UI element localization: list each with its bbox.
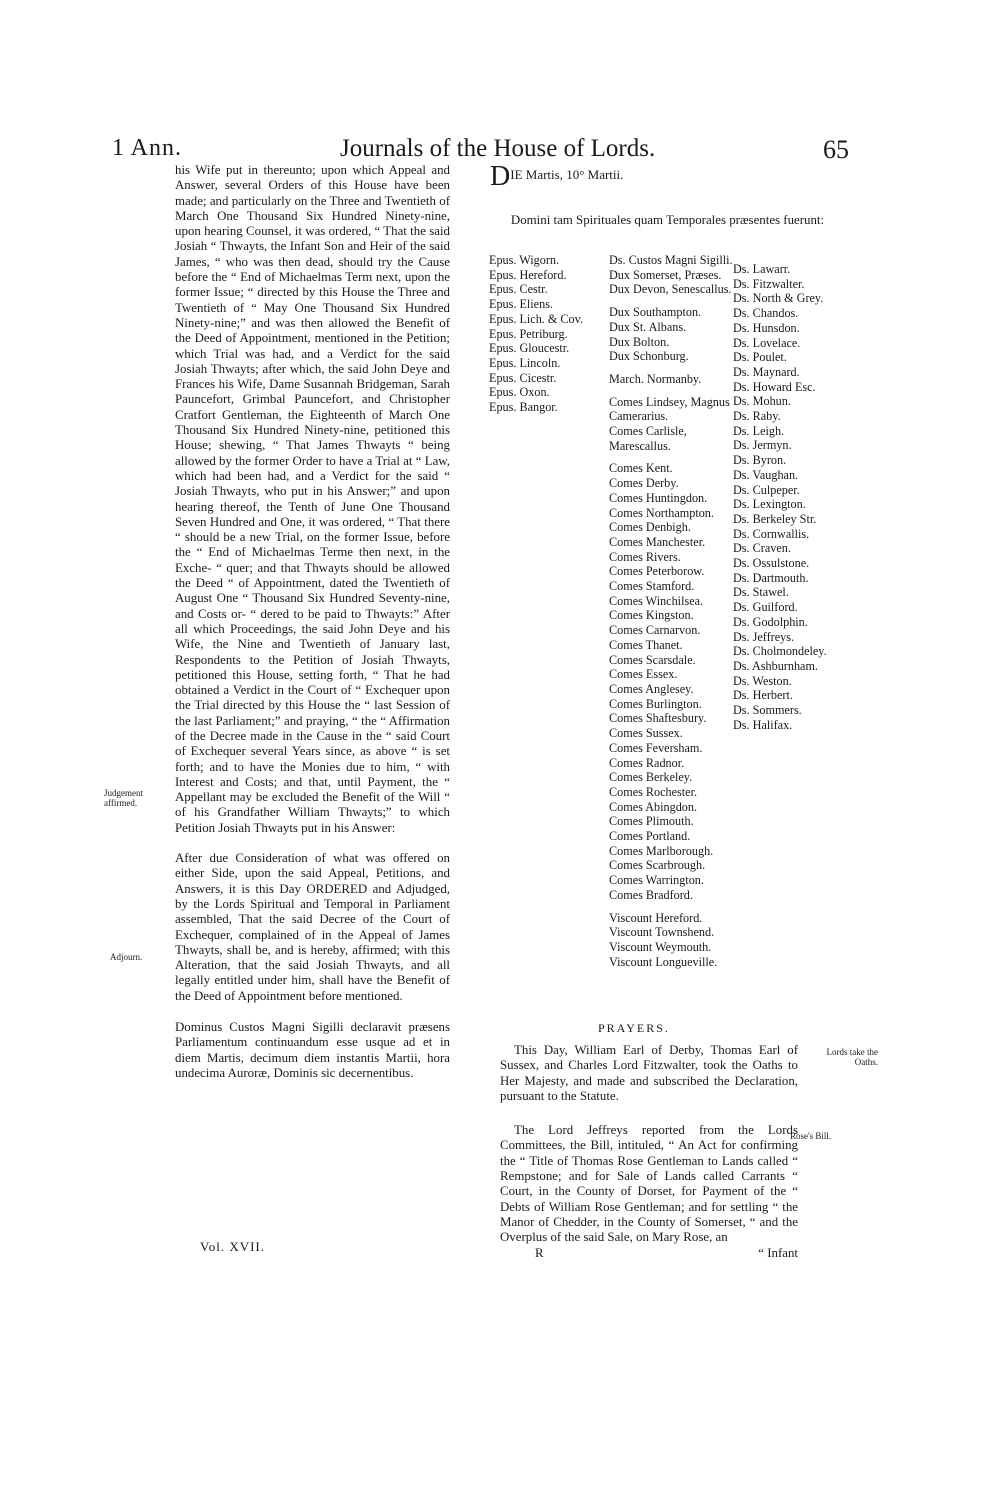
adjournment-paragraph: Dominus Custos Magni Sigilli declaravit præsens Parliamentum continuandum esse usque ad et in diem Martis, decimum diem instantis Martii, hora undecima Auroræ, Dominis sic decernentibus. — [175, 1020, 450, 1080]
baron-entry: Ds. Chandos. — [733, 306, 799, 321]
margin-note-rose-bill: Rose's Bill. — [790, 1131, 832, 1141]
baron-entry: Ds. Stawel. — [733, 585, 789, 600]
bishop-entry: Epus. Oxon. — [489, 385, 550, 400]
duke-entry: Dux Bolton. — [609, 334, 670, 349]
temporal-lords-list — [609, 253, 739, 969]
list-spacer — [609, 364, 739, 372]
attendance-heading: Domini tam Spirituales quam Temporales præsentes fuerunt: — [510, 213, 825, 227]
baron-entry: Ds. Mohun. — [733, 394, 791, 409]
officer-entry: Dux Somerset, Præses. — [609, 267, 722, 282]
earl-officer-entry: Comes Carlisle, Marescallus. — [609, 424, 687, 453]
earl-entry: Comes Peterborow. — [609, 564, 705, 579]
baron-entry: Ds. Jeffreys. — [733, 629, 795, 644]
appeal-paragraph: his Wife put in thereunto; upon which Appeal and Answer, several Orders of this House have been made; and particularly on the Three and Twentieth of March One Thousand Six Hundred Ninety-nine, upon hearing Counsel, it was ordered, “ That the said Josiah “ Thwayts, the Infant Son and Heir of the said James, “ who was then dead, should try the Cause before the “ End of Michaelmas Term next, upon the former Issue; “ directed by this House the Three and Twentieth of “ May One Thousand Six Hundred Ninety-nine;” and was then allowed the Benefit of the Deed of Appointment, mentioned in the Petition; which Trial was had, and a Verdict for the said Josiah Thwayts; after which, the said John Deye and Frances his Wife, Dame Susannah Bridgeman, Sarah Pauncefort, Grimbal Pauncefort, and Christopher Cratfort Gentleman, the Eighteenth of March One Thousand Six Hundred Ninety-nine, petitioned this House; shewing, “ That James Thwayts “ being allowed by the former Order to have a Trial at “ Law, which had been had, and a Verdict for the said “ Josiah Thwayts, who put in his Answer;” and upon hearing thereof, the Tenth of June One Thousand Seven Hundred and One, it was ordered, “ That there “ should be a new Trial, on the former Issue, before the “ End of Michaelmas Terme then next, in the Exche- “ quer; and that Thwayts should be allowed the Deed “ of Appointment, dated the Twentieth of August One “ Thousand Six Hundred Seventy-nine, and Costs or- “ dered to be paid to Thwayts:” After all which Proceedings, the said John Deye and his Wife, the Nine and Twentieth of January last, Respondents to the Petition of Josiah Thwayts, petitioned this House, setting forth, “ That he had obtained a Verdict in the Court of “ Exchequer upon the Trial directed by this House the “ last Session of the last Parliament;” and praying, “ the “ Affirmation of the Decree made in the Cause in the “ said Court of Exchequer several Years since, as above “ is set forth; and to have the Monies due to him, “ with Interest and Costs; and that, until Payment, the “ Appellant may be excluded the Benefit of the Will “ of his Grandfather William Thwayts;” to which Petition Josiah Thwayts put in his Answer: — [175, 163, 450, 835]
baron-entry: Ds. Ashburnham. — [733, 658, 818, 673]
baron-entry: Ds. North & Grey. — [733, 291, 824, 306]
earl-entry: Comes Scarsdale. — [609, 652, 696, 667]
earl-entry: Comes Thanet. — [609, 637, 683, 652]
rose-bill-paragraph: The Lord Jeffreys reported from the Lords Committees, the Bill, intituled, “ An Act for confirming the “ Title of Thomas Rose Gentleman to Lands called “ Rempstone; and for Sale of Lands called Carrants “ Court, in the County of Dorset, for Payment of the “ Debts of William Rose Gentleman; and for settling “ the Manor of Chedder, in the County of Somerset, “ and the Overplus of the said Sale, on Mary Rose, an — [500, 1123, 798, 1245]
baron-entry: Ds. Herbert. — [733, 688, 793, 703]
earl-entry: Comes Carnarvon. — [609, 623, 701, 638]
running-head-regnal-year: 1 Ann. — [112, 135, 183, 161]
earl-entry: Comes Shaftesbury. — [609, 711, 707, 726]
running-head-title: Journals of the House of Lords. — [340, 135, 656, 162]
viscount-entry: Viscount Longueville. — [609, 954, 718, 969]
baron-entry: Ds. Cholmondeley. — [733, 644, 827, 659]
officer-entry: Dux Devon, Senescallus. — [609, 282, 732, 297]
bishop-entry: Epus. Wigorn. — [489, 253, 560, 267]
earl-entry: Comes Scarbrough. — [609, 858, 706, 873]
session-date-text: IE Martis, 10° Martii. — [510, 167, 624, 182]
judgement-paragraph: After due Consideration of what was offered on either Side, upon the said Appeal, Petitions, and Answers, it is this Day ORDERED and Adjudged, by the Lords Spiritual and Temporal in Parliament assembled, That the said Decree of the Court of Exchequer, complained of in the Appeal of James Thwayts, shall be, and is hereby, affirmed; with this Alteration, that the said Josiah Thwayts, and all legally entitled under him, shall have the Benefit of the Deed of Appointment before mentioned. — [175, 851, 450, 1003]
baron-entry: Ds. Lawarr. — [733, 262, 791, 276]
bishop-entry: Epus. Cicestr. — [489, 370, 557, 385]
bishop-entry: Epus. Petriburg. — [489, 326, 568, 341]
earl-entry: Comes Sussex. — [609, 726, 683, 741]
list-spacer — [609, 297, 739, 305]
baron-entry: Ds. Weston. — [733, 673, 792, 688]
baron-entry: Ds. Berkeley Str. — [733, 511, 817, 526]
session-date — [490, 161, 624, 192]
bishop-entry: Epus. Gloucestr. — [489, 341, 570, 356]
baron-entry: Ds. Sommers. — [733, 703, 802, 718]
earl-entry: Comes Derby. — [609, 476, 679, 491]
list-spacer — [609, 903, 739, 911]
bishop-entry: Epus. Lich. & Cov. — [489, 311, 583, 326]
bishop-entry: Epus. Eliens. — [489, 297, 553, 312]
prayers-heading: PRAYERS. — [598, 1021, 670, 1035]
earl-entry: Comes Manchester. — [609, 534, 706, 549]
earl-entry: Comes Rivers. — [609, 549, 681, 564]
earl-entry: Comes Huntingdon. — [609, 490, 708, 505]
earl-entry: Comes Rochester. — [609, 784, 698, 799]
officer-entry: Ds. Custos Magni Sigilli. — [609, 253, 733, 267]
page-footer-row — [500, 1246, 798, 1261]
duke-entry: Dux Southampton. — [609, 305, 702, 320]
bishop-entry: Epus. Lincoln. — [489, 355, 561, 370]
right-column-text — [500, 1043, 798, 1261]
page-number: 65 — [823, 135, 849, 164]
bishop-entry: Epus. Hereford. — [489, 267, 567, 282]
earl-entry: Comes Portland. — [609, 829, 691, 844]
volume-footer: Vol. XVII. — [200, 1239, 266, 1254]
baron-entry: Ds. Poulet. — [733, 350, 787, 365]
baron-entry: Ds. Byron. — [733, 453, 787, 468]
earl-entry: Comes Berkeley. — [609, 770, 693, 785]
margin-note-adjourn: Adjourn. — [110, 952, 143, 962]
spiritual-lords-list — [489, 253, 583, 415]
signature-mark: R — [535, 1245, 544, 1260]
baron-entry: Ds. Lexington. — [733, 497, 806, 512]
baron-entry: Ds. Howard Esc. — [733, 379, 816, 394]
marquess-entry: March. Normanby. — [609, 371, 702, 386]
baron-entry: Ds. Raby. — [733, 409, 781, 424]
list-spacer — [609, 453, 739, 461]
baron-entry: Ds. Guilford. — [733, 600, 798, 615]
earl-entry: Comes Kingston. — [609, 608, 694, 623]
earl-entry: Comes Abingdon. — [609, 799, 698, 814]
catchword: “ Infant — [758, 1245, 798, 1260]
barons-list — [733, 262, 827, 733]
margin-note-judgement: Judgement affirmed. — [104, 788, 143, 808]
baron-entry: Ds. Hunsdon. — [733, 320, 800, 335]
baron-entry: Ds. Lovelace. — [733, 335, 801, 350]
baron-entry: Ds. Ossulstone. — [733, 556, 810, 571]
earl-entry: Comes Plimouth. — [609, 814, 694, 829]
drop-cap: D — [490, 161, 511, 192]
earl-entry: Comes Stamford. — [609, 579, 695, 594]
margin-note-lords-oaths: Lords take the Oaths. — [826, 1047, 878, 1067]
duke-entry: Dux St. Albans. — [609, 319, 687, 334]
earl-entry: Comes Marlborough. — [609, 843, 714, 858]
earl-entry: Comes Denbigh. — [609, 520, 691, 535]
earl-entry: Comes Winchilsea. — [609, 593, 704, 608]
earl-entry: Comes Essex. — [609, 667, 678, 682]
viscount-entry: Viscount Hereford. — [609, 910, 703, 925]
list-spacer — [609, 387, 739, 395]
baron-entry: Ds. Dartmouth. — [733, 570, 809, 585]
earl-entry: Comes Burlington. — [609, 696, 702, 711]
viscount-entry: Viscount Weymouth. — [609, 939, 712, 954]
earl-officer-entry: Comes Lindsey, Magnus Camerarius. — [609, 394, 730, 424]
baron-entry: Ds. Maynard. — [733, 364, 800, 379]
baron-entry: Ds. Leigh. — [733, 423, 785, 438]
baron-entry: Ds. Godolphin. — [733, 614, 808, 629]
baron-entry: Ds. Vaughan. — [733, 467, 799, 482]
earl-entry: Comes Warrington. — [609, 873, 704, 888]
baron-entry: Ds. Halifax. — [733, 717, 793, 732]
baron-entry: Ds. Culpeper. — [733, 482, 800, 497]
earl-entry: Comes Radnor. — [609, 755, 685, 770]
baron-entry: Ds. Fitzwalter. — [733, 276, 805, 291]
earl-entry: Comes Bradford. — [609, 887, 693, 902]
earl-entry: Comes Kent. — [609, 461, 673, 476]
oaths-paragraph: This Day, William Earl of Derby, Thomas Earl of Sussex, and Charles Lord Fitzwalter, took the Oaths to Her Majesty, and made and subscribed the Declaration, pursuant to the Statute. — [500, 1043, 798, 1103]
viscount-entry: Viscount Townshend. — [609, 925, 715, 940]
baron-entry: Ds. Craven. — [733, 541, 791, 556]
baron-entry: Ds. Cornwallis. — [733, 526, 810, 541]
bishop-entry: Epus. Bangor. — [489, 400, 558, 415]
earl-entry: Comes Northampton. — [609, 505, 714, 520]
earl-entry: Comes Feversham. — [609, 740, 703, 755]
bishop-entry: Epus. Cestr. — [489, 282, 548, 297]
earl-entry: Comes Anglesey. — [609, 681, 694, 696]
baron-entry: Ds. Jermyn. — [733, 438, 792, 453]
duke-entry: Dux Schonburg. — [609, 349, 689, 364]
left-column — [175, 163, 450, 1081]
